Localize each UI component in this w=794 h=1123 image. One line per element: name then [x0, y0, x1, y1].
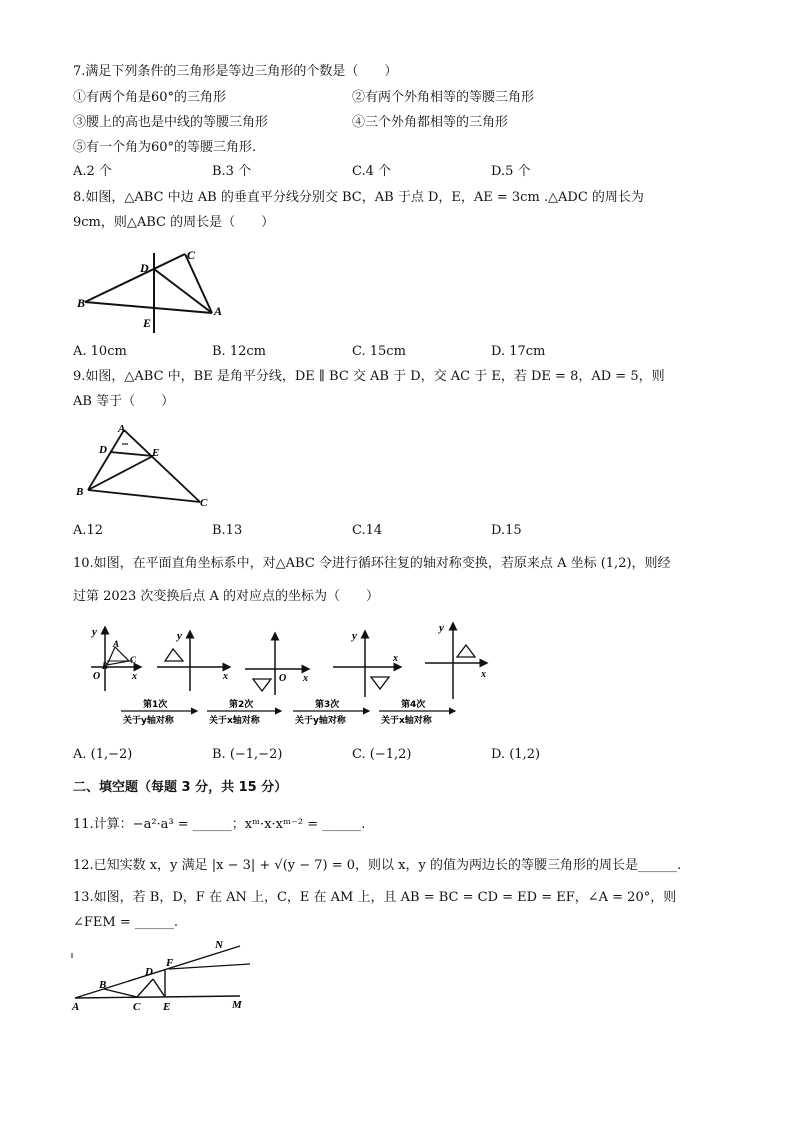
- q10-step1-bottom: 关于y轴对称: [123, 716, 174, 726]
- q9-label-a: A: [118, 423, 126, 435]
- q8-stem-line1: 8.如图，△ABC 中边 AB 的垂直平分线分别交 BC，AB 于点 D，E，AE = 3cm .△ADC 的周长为: [73, 190, 644, 205]
- section-2-title: 二、填空题（每题 3 分，共 15 分）: [73, 780, 288, 795]
- q10-panel-step2: [245, 633, 309, 695]
- q10-step4-top: 第4次: [401, 700, 426, 710]
- q10-x-label-2: x: [223, 671, 228, 682]
- q8-label-d: D: [140, 261, 149, 275]
- q7-stem: 7.满足下列条件的三角形是等边三角形的个数是（ ）: [73, 64, 398, 79]
- q10-stem-line1: 10.如图，在平面直角坐标系中，对△ABC 令进行循环往复的轴对称变换，若原来点 A 坐标 (1,2)，则经: [73, 556, 671, 571]
- q10-o-label-1: O: [93, 671, 101, 682]
- q7-cond-4: ④三个外角都相等的三角形: [352, 115, 509, 130]
- q10-y-label-1: y: [92, 626, 97, 638]
- q10-option-d: D. (1,2): [491, 747, 541, 762]
- q10-y-label-4: y: [352, 630, 357, 642]
- q10-step1-top: 第1次: [143, 700, 168, 710]
- q10-step4-bottom: 关于x轴对称: [381, 716, 432, 726]
- q10-step3-top: 第3次: [315, 700, 340, 710]
- q9-label-d: D: [99, 444, 107, 456]
- q10-panel-step3: [333, 630, 401, 697]
- q9-option-c: C.14: [352, 523, 383, 538]
- q8-stem-line2: 9cm，则△ABC 的周长是（ ）: [73, 215, 275, 230]
- q10-stem-line2: 过第 2023 次变换后点 A 的对应点的坐标为（ ）: [73, 589, 380, 604]
- q7-option-a: A.2 个: [73, 164, 112, 179]
- q9-figure: [72, 420, 222, 510]
- q10-a-label: A: [113, 639, 120, 649]
- q10-figure: [85, 617, 500, 729]
- q10-c-label: C: [130, 655, 137, 665]
- q10-option-a: A. (1,−2): [73, 747, 133, 762]
- q7-cond-2: ②有两个外角相等的等腰三角形: [352, 90, 535, 105]
- q8-label-a: A: [214, 304, 223, 318]
- q10-x-label-1: x: [132, 671, 137, 682]
- q8-option-c: C. 15cm: [352, 344, 406, 359]
- q11-text: 11.计算：−a²·a³ = ______；xᵐ·x·xᵐ⁻² = ______.: [73, 817, 366, 832]
- q10-step2-top: 第2次: [229, 700, 254, 710]
- q9-option-b: B.13: [212, 523, 243, 538]
- q13-label-n: N: [215, 939, 223, 951]
- q13-label-m: M: [232, 999, 242, 1011]
- q8-label-c: C: [187, 248, 196, 262]
- q7-cond-5: ⑤有一个角为60°的等腰三角形.: [73, 140, 257, 155]
- q7-cond-1: ①有两个角是60°的三角形: [73, 90, 227, 105]
- q10-step2-bottom: 关于x轴对称: [209, 716, 260, 726]
- q13-stem-line2: ∠FEM = ______.: [73, 915, 179, 930]
- q12-text: 12.已知实数 x，y 满足 |x − 3| + √(y − 7) = 0，则以 x，y 的值为两边长的等腰三角形的周长是______.: [73, 858, 682, 873]
- q10-panel-step1: [157, 630, 230, 691]
- q7-cond-3: ③腰上的高也是中线的等腰三角形: [73, 115, 269, 130]
- q10-b-label: B: [102, 661, 109, 671]
- q10-o-label-3: O: [279, 673, 287, 684]
- q13-label-f: F: [166, 957, 174, 969]
- q7-option-d: D.5 个: [491, 164, 531, 179]
- q13-label-a: A: [72, 1001, 80, 1013]
- q9-label-e: E: [152, 447, 160, 459]
- q9-label-b: B: [76, 486, 84, 498]
- q10-y-label-2: y: [177, 630, 182, 642]
- q9-stem-line2: AB 等于（ ）: [73, 394, 175, 409]
- q13-label-d: D: [145, 966, 153, 978]
- q10-panel-original: [90, 626, 141, 691]
- q13-label-e: E: [163, 1001, 171, 1013]
- q10-option-b: B. (−1,−2): [212, 747, 283, 762]
- q8-figure: [75, 245, 235, 335]
- q8-option-b: B. 12cm: [212, 344, 266, 359]
- q9-label-c: C: [200, 497, 208, 509]
- q10-step3-bottom: 关于y轴对称: [295, 716, 346, 726]
- q13-stem-line1: 13.如图，若 B，D，F 在 AN 上，C，E 在 AM 上，且 AB = BC = CD = ED = EF，∠A = 20°，则: [73, 890, 677, 905]
- q8-option-d: D. 17cm: [491, 344, 546, 359]
- q7-option-c: C.4 个: [352, 164, 392, 179]
- q10-x-label-4: x: [393, 653, 398, 664]
- q8-label-b: B: [77, 296, 86, 310]
- q8-label-e: E: [143, 316, 152, 330]
- q9-option-a: A.12: [73, 523, 104, 538]
- q10-panel-step4: [425, 622, 487, 699]
- q9-stem-line1: 9.如图，△ABC 中，BE 是角平分线，DE ∥ BC 交 AB 于 D，交 AC 于 E，若 DE = 8，AD = 5，则: [73, 369, 665, 384]
- q7-option-b: B.3 个: [212, 164, 252, 179]
- q10-y-label-5: y: [439, 622, 444, 634]
- q10-option-c: C. (−1,2): [352, 747, 412, 762]
- q10-x-label-5: x: [481, 669, 486, 680]
- q9-option-d: D.15: [491, 523, 522, 538]
- q8-option-a: A. 10cm: [73, 344, 127, 359]
- q13-label-c: C: [133, 1001, 141, 1013]
- q13-label-b: B: [99, 979, 107, 991]
- q13-figure: [65, 936, 260, 1016]
- q10-x-label-3: x: [303, 673, 308, 684]
